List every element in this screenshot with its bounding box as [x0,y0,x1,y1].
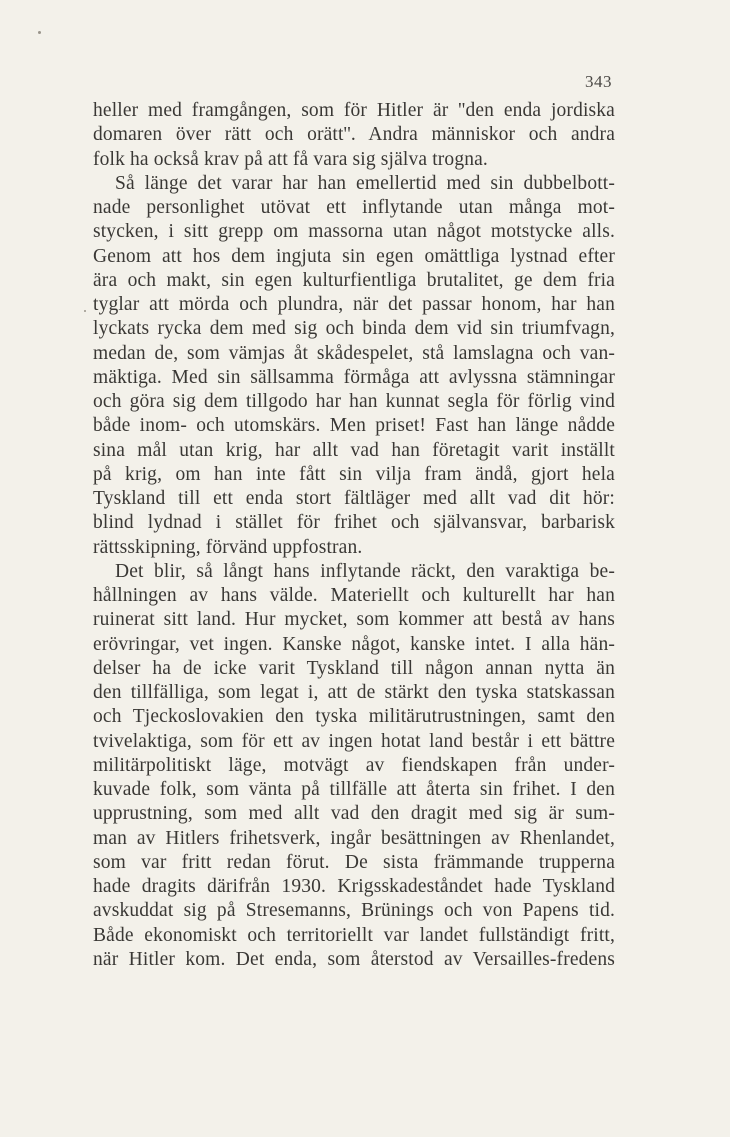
text-line: Så länge det varar har han emellertid med sin dubbelbott- [115,172,615,194]
text-line: tyglar att mörda och plundra, när det passar honom, har han [93,294,615,315]
paper-speck [38,31,41,34]
text-line: avskuddat sig på Stresemanns, Brünings och von Papens tid. [93,900,615,922]
text-line: mäktiga. Med sin sällsamma förmåga att avlyssna stämningar [93,366,615,388]
text-line: ruinerat sitt land. Hur mycket, som kommer att bestå av hans [93,609,615,631]
text-line: på krig, om han inte fått sin vilja fram ändå, gjort hela [93,463,615,485]
paper-speck [84,310,86,312]
text-line: man av Hitlers frihetsverk, ingår besättningen av Rhenlandet, [93,827,615,849]
text-line: och göra sig dem tillgodo har han kunnat segla för förlig vind [93,391,615,412]
text-line: hållningen av hans välde. Materiellt och kulturellt har han [93,585,615,606]
text-line: upprustning, som med allt vad den dragit med sig är sum- [93,803,615,825]
text-line: Det blir, så långt hans inflytande räckt, den varaktiga be- [115,560,615,582]
text-line: stycken, i sitt grepp om massorna utan något motstycke alls. [93,221,615,243]
body-text [93,99,615,972]
text-line: heller med framgången, som för Hitler är ''den enda jordiska [93,100,615,121]
text-line: och Tjeckoslovakien den tyska militärutrustningen, samt den [93,706,615,728]
text-line: lyckats rycka dem med sig och binda dem vid sin triumfvagn, [93,318,615,340]
page-number: 343 [585,72,612,91]
text-line: blind lydnad i stället för frihet och självansvar, barbarisk [93,512,615,534]
text-line: rättsskipning, förvänd uppfostran. [93,536,363,558]
text-line: Tyskland till ett enda stort fältläger med allt vad dit hör: [93,488,615,509]
text-line: folk ha också krav på att få vara sig själva trogna. [93,148,488,170]
text-line: erövringar, vet ingen. Kanske något, kanske intet. I alla hän- [93,633,615,655]
text-line: medan de, som vämjas åt skådespelet, stå lamslagna och van- [93,342,615,364]
text-line: kuvade folk, som vänta på tillfälle att återta sin frihet. I den [93,779,615,800]
text-line: ära och makt, sin egen kulturfientliga brutalitet, ge dem fria [93,269,615,291]
text-line: när Hitler kom. Det enda, som återstod av Versailles-fredens [93,948,615,970]
text-line: Genom att hos dem ingjuta sin egen omättliga lystnad efter [93,245,615,267]
text-line: tvivelaktiga, som för ett av ingen hotat land består i ett bättre [93,730,615,752]
text-line: domaren över rätt och orätt''. Andra människor och andra [93,124,615,146]
text-line: delser ha de icke varit Tyskland till någon annan nytta än [93,657,615,679]
text-line: militärpolitiskt läge, motvägt av fiendskapen från under- [93,754,615,776]
text-line: Både ekonomiskt och territoriellt var landet fullständigt fritt, [93,924,615,946]
text-line: nade personlighet utövat ett inflytande utan många mot- [93,197,615,218]
text-line: hade dragits därifrån 1930. Krigsskadeståndet hade Tyskland [93,876,615,897]
text-line: den tillfälliga, som legat i, att de stärkt den tyska statskassan [93,682,615,703]
text-line: sina mål utan krig, har allt vad han företagit varit inställt [93,439,615,461]
text-line: både inom- och utomskärs. Men priset! Fast han länge nådde [93,415,615,437]
text-line: som var fritt redan förut. De sista främmande trupperna [93,851,615,873]
